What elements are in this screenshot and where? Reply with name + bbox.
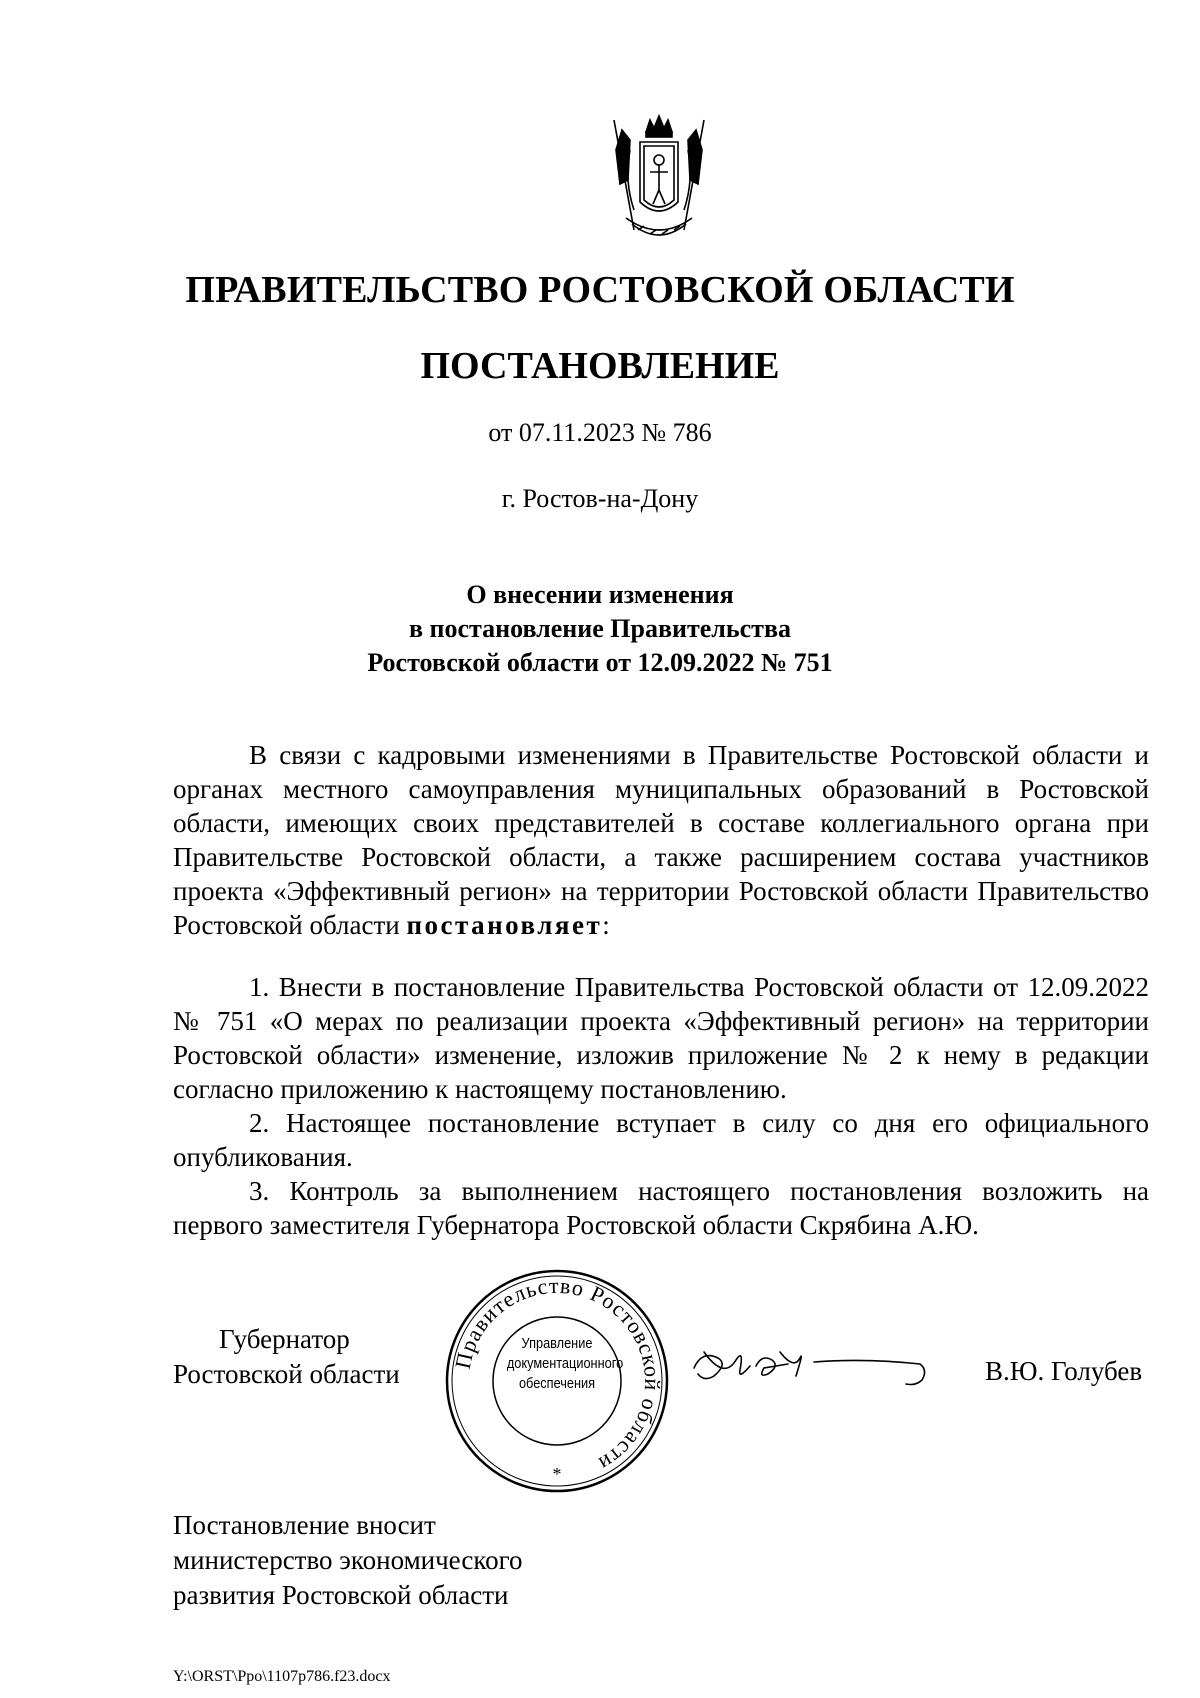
- document-date-number: от 07.11.2023 № 786: [488, 418, 712, 447]
- svg-text:Правительство Ростовской облас: Правительство Ростовской области: [449, 1272, 666, 1478]
- signatory-name: В.Ю. Голубев: [985, 1356, 1143, 1386]
- submitter-line: Постановление вносит: [173, 1510, 436, 1540]
- resolution-item: 1. Внести в постановление Правительства Ростовской области от 12.09.2022 № 751 «О мерах по реализации проекта «Эффективный регион» на территории Ростовской области» изменение, изложив приложение № 2 к нему в редакции согласно приложению к настоящему постановлению.: [173, 972, 1149, 1104]
- seal-line: документационного: [506, 1355, 624, 1372]
- signatory-role-line: Губернатор: [219, 1324, 350, 1354]
- submitter-line: развития Ростовской области: [173, 1580, 509, 1610]
- signatory-role-line: Ростовской области: [173, 1359, 400, 1389]
- rostov-oblast-coat-of-arms-icon: [604, 110, 714, 250]
- resolution-items: [173, 970, 1149, 1242]
- subject-line: Ростовской области от 12.09.2022 № 751: [367, 648, 833, 677]
- preamble-text: В связи с кадровыми изменениями в Правительстве Ростовской области и органах местного самоуправления муниципальных образований в Ростовской области, имеющих своих представителей в составе коллегиального органа при Правительстве Ростовской области, а также расширением состава участников проекта «Эффективный регион» на территории Ростовской области Правительство Ростовской области: [173, 740, 1149, 940]
- document-type: ПОСТАНОВЛЕНИЕ: [420, 345, 780, 387]
- document-subject: [0, 578, 1200, 680]
- file-path: Y:\ORST\Ppo\1107p786.f23.docx: [173, 1668, 391, 1685]
- preamble: [173, 738, 1149, 942]
- subject-line: О внесении изменения: [466, 580, 734, 609]
- svg-text:*: *: [552, 1464, 562, 1484]
- subject-line: в постановление Правительства: [408, 614, 791, 643]
- preamble-tail: :: [602, 910, 610, 940]
- seal-line: обеспечения: [518, 1375, 596, 1392]
- submitter-line: министерство экономического: [173, 1545, 523, 1575]
- document-city: г. Ростов-на-Дону: [501, 484, 699, 513]
- resolution-item: 2. Настоящее постановление вступает в силу со дня его официального опубликования.: [173, 1108, 1149, 1172]
- government-title: ПРАВИТЕЛЬСТВО РОСТОВСКОЙ ОБЛАСТИ: [185, 269, 1015, 311]
- handwritten-signature-icon: [684, 1330, 934, 1400]
- seal-inner-text: [506, 1334, 624, 1394]
- seal-line: Управление: [521, 1335, 593, 1352]
- resolution-item: 3. Контроль за выполнением настоящего постановления возложить на первого заместителя Губернатора Ростовской области Скрябина А.Ю.: [173, 1176, 1149, 1240]
- signatory-role: [173, 1322, 400, 1392]
- preamble-keyword: постановляет: [406, 910, 603, 940]
- submitter-note: [173, 1508, 522, 1613]
